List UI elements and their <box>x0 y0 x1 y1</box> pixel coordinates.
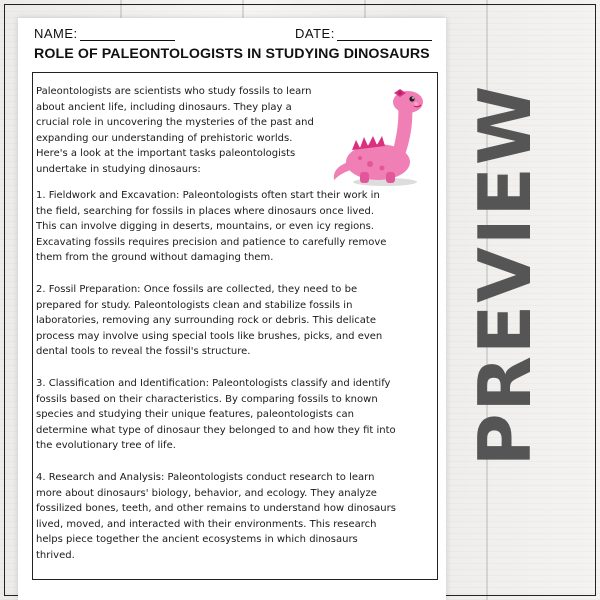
date-field <box>295 26 432 41</box>
intro-paragraph: Paleontologists are scientists who study fossils to learn about ancient life, including dinosaurs. They play a crucial role in uncovering the mysteries of the past and expanding our understanding of prehistoric worlds. Here's a look at the important tasks paleontologists undertake in studying dinosaurs: <box>36 86 314 175</box>
name-blank <box>80 28 175 41</box>
date-label: DATE: <box>295 26 335 41</box>
preparation-paragraph: 2. Fossil Preparation: Once fossils are collected, they need to be prepared for study. Paleontologists clean and stabilize fossils in laboratories, removing any surrounding rock or debris. This delicate process may involve using special tools like brushes, picks, and even dental tools to reveal the fossil's structure. <box>36 284 383 357</box>
fieldwork-paragraph: 1. Fieldwork and Excavation: Paleontologists often start their work in the field, searching for fossils in places where dinosaurs once lived. This can involve digging in deserts, mountains, or even icy regions. Excavating fossils requires precision and patience to carefully remove them from the ground without damaging them. <box>36 190 387 263</box>
worksheet-title: ROLE OF PALEONTOLOGISTS IN STUDYING DINOSAURS <box>34 46 430 62</box>
preview-watermark: PREVIEW <box>463 83 547 467</box>
research-paragraph: 4. Research and Analysis: Paleontologists conduct research to learn more about dinosaurs' biology, behavior, and ecology. They analyze fossilized bones, teeth, and other remains to understand how dinosaurs lived, moved, and interacted with their environments. This research helps piece together the ancient ecosystems in which dinosaurs thrived. <box>36 472 396 561</box>
name-label: NAME: <box>34 26 78 41</box>
date-blank <box>337 28 432 41</box>
pink-dinosaur-icon <box>330 84 435 189</box>
name-field <box>34 26 175 41</box>
classification-paragraph: 3. Classification and Identification: Paleontologists classify and identify fossils based on their characteristics. By comparing fossils to known species and studying their unique features, paleontologists can determine what type of dinosaur they belonged to and how they fit into the evolutionary tree of life. <box>36 378 396 451</box>
